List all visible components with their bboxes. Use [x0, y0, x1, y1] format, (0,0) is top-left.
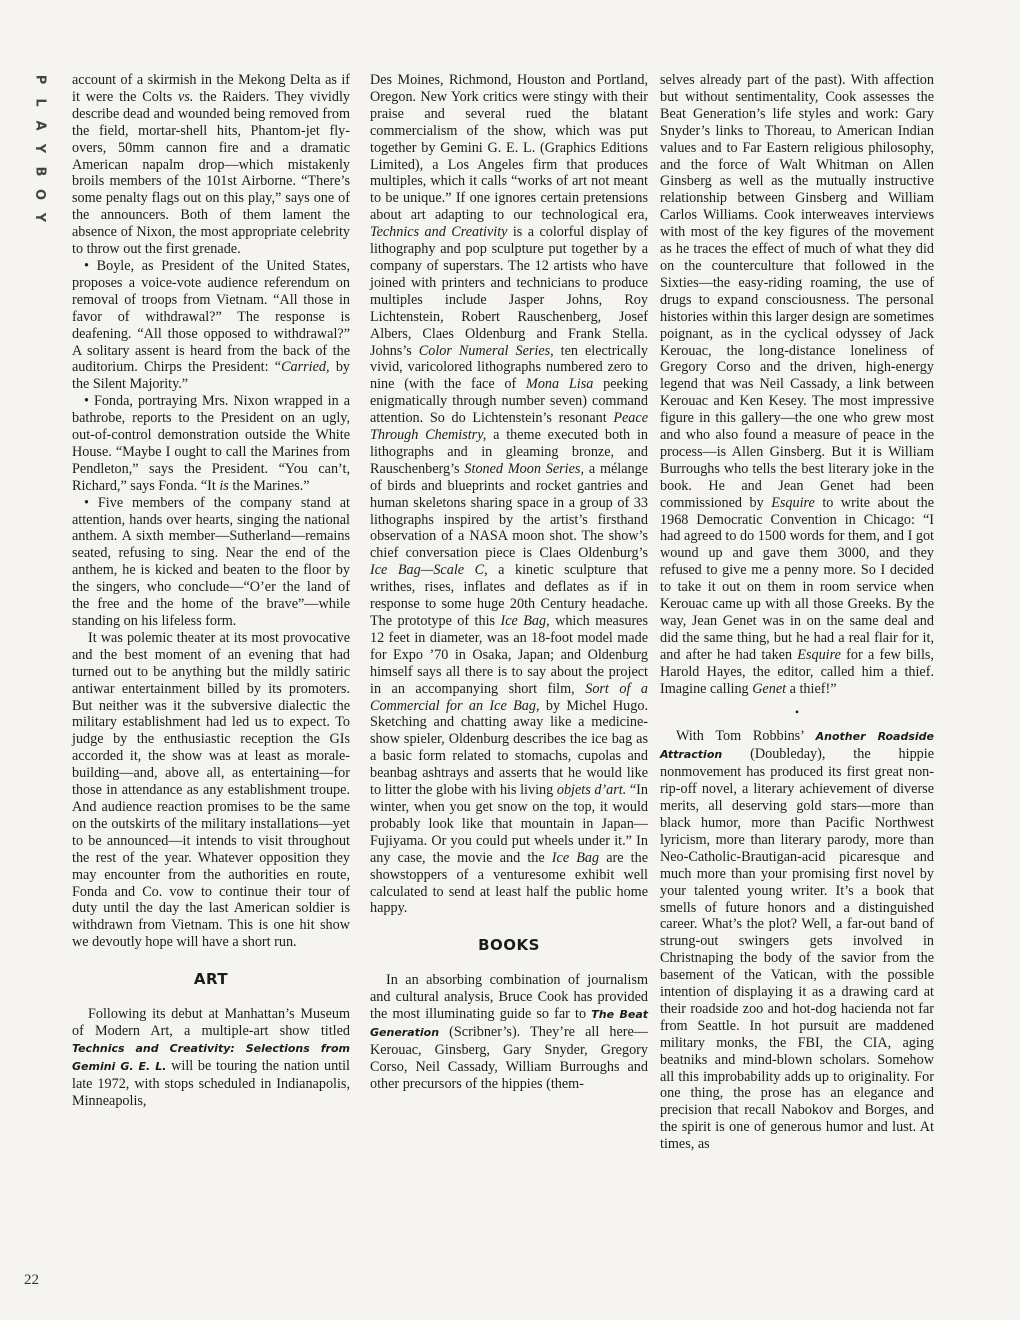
book-title: Another Roadside Attraction: [660, 730, 934, 762]
paragraph: account of a skirmish in the Mekong Delta as if it were the Colts vs. the Raiders. They vividly describe dead and wounded being removed from the field, mortar-shell hits, Phantom-jet fly-overs, 50mm cannon fire and a dramatic American napalm drop—which mistakenly broils members of the 101st Airborne. “There’s some penalty flags out on this play,” says one of the announcers. Both of them lament the absence of Nixon, the most appropriate celebrity to throw out the first grenade.: [72, 72, 350, 258]
masthead-letter: P: [32, 74, 48, 85]
masthead-letter: O: [32, 188, 48, 201]
book-title: The Beat Generation: [370, 1008, 649, 1039]
paragraph: With Tom Robbins’ Another Roadside Attraction (Doubleday), the hippie nonmovement has produced its first great non-rip-off novel, a literary achievement of diverse merits, all deserving gold stars—more than black humor, more than Pacific Northwest lyricism, more than literary parody, more than Neo-Catholic-Brautigan-acid picaresque and much more than your promising first novel by your talented young writer. It’s a book that smells of future honors and a distinguished career. What’s the plot? Well, a far-out band of strung-out swingers gets involved in Christnaping the body of the savior from the basement of the Vatican, with the possible intention of displaying it as a drawing card at their roadside zoo and hot-dog hacienda not far from Seattle. In hot pursuit are maddened military monks, the FBI, the CIA, aging beatniks and mind-blown scholars. Somehow all this improbability adds up to originality. For one thing, the prose has an elegance and precision that recall Nabokov and Borges, and the spirit is one of generous humor and lust. At times, as: [660, 728, 934, 1153]
masthead-letter: Y: [32, 212, 48, 223]
masthead-letter: L: [32, 98, 48, 107]
section-heading-art: ART: [193, 970, 229, 989]
column-2: [370, 72, 648, 1093]
section-heading-books: BOOKS: [478, 936, 540, 955]
page-number: 22: [24, 1272, 39, 1288]
book-title: Technics and Creativity: Selections from Gemini G. E. L.: [72, 1041, 350, 1073]
paragraph: In an absorbing combination of journalism and cultural analysis, Bruce Cook has provided the most illuminating guide so far to The Beat Generation (Scribner’s). They’re all here—Kerouac, Ginsberg, Gary Snyder, Gregory Corso, Neil Cassady, William Burroughs and other precursors of the hippies (them-: [370, 972, 649, 1092]
masthead-letter: B: [32, 166, 48, 177]
masthead-letter: A: [32, 120, 48, 131]
paragraph: It was polemic theater at its most provocative and the best moment of an evening that had turned out to be anything but the mildly satiric antiwar entertainment billed by its promoters. But neither was it the subversive dialectic the military establishment had led us to expect. To judge by the enthusiastic reception the GIs accorded it, the show was at least as morale-building—and, above all, as entertaining—for those in attendance as any establishment troupe. And audience reaction promises to be the same on the outskirts of the military installations—yet to be announced—it intends to visit throughout the rest of the year. Whatever opposition they may encounter from the authorities en route, Fonda and Co. vow to continue their tour of duty until the day the last American soldier is withdrawn from Vietnam. This is one hit show we devoutly hope will have a short run.: [72, 629, 350, 951]
bullet-paragraph: • Boyle, as President of the United States, proposes a voice-vote audience referendum on removal of troops from Vietnam. “All those in favor of withdrawal?” The response is deafening. “All those opposed to withdrawal?” A solitary assent is heard from the back of the auditorium. Chirps the President: “Carried, by the Silent Majority.”: [72, 257, 351, 393]
paragraph: selves already part of the past). With affection but without sentimentality, Cook assesses the Beat Generation’s life styles and work: Gary Snyder’s links to Thoreau, to American Indian values and to Far Eastern religious philosophy, and the force of Walt Whitman on Allen Ginsberg as well as the mutually instructive relationship between Ginsberg and William Carlos Williams. Cook interweaves interviews with most of the key figures of the movement as he traces the effect of much of what they did on the counterculture that followed in the Sixties—the easy-riding roaming, the use of drugs to expand consciousness. The personal histories within this larger design are sometimes poignant, as in the cyclical odyssey of Jack Kerouac, the long-distance loneliness of Gregory Corso and the driven, high-energy legend that was Neil Cassady, a link between Kerouac and Ken Kesey. The most impressive figure in this gallery—the one who grew most and who also found a measure of peace in the process—is Allen Ginsberg. But it is William Burroughs who tells the best literary joke in the book. He and Jean Genet had been commissioned by Esquire to write about the 1968 Democratic Convention in Chicago: “I had agreed to do 1500 words for them, and I got wound up and gave them 3000, and they refused to give me a penny more. So I decided to take it out on them in room service when Kerouac came up with all those Greeks. By the way, Jean Genet was in on the same deal and did the same thing, but he had a real flair for it, and after he had taken Esquire for a few bills, Harold Hayes, the editor, called him a thief. Imagine calling Genet a thief!”: [660, 72, 934, 697]
masthead-letter: Y: [32, 143, 48, 154]
section-divider-dot: •: [794, 704, 800, 719]
paragraph: Following its debut at Manhattan’s Museum of Modern Art, a multiple-art show titled Technics and Creativity: Selections from Gemini G. E. L. will be touring the nation until late 1972, with stops scheduled in Indianapolis, Minneapolis,: [72, 1006, 350, 1109]
paragraph: Des Moines, Richmond, Houston and Portland, Oregon. New York critics were stingy with their praise and several rued the blatant commercialism of the show, which was put together by Gemini G. E. L. (Graphics Editions Limited), a Los Angeles firm that produces multiples, which it calls “works of art not meant to be unique.” If one ignores certain pretensions about art adapting to our technological era, Technics and Creativity is a colorful display of lithography and pop sculpture put together by a company of superstars. The 12 artists who have joined with printers and technicians to produce multiples include Jasper Johns, Roy Lichtenstein, Robert Rauschenberg, Josef Albers, Claes Oldenburg and Frank Stella. Johns’s Color Numeral Series, ten electrically vivid, varicolored lithographs numbered zero to nine (with the face of Mona Lisa peeking enigmatically through number seven) command attention. So do Lichtenstein’s resonant Peace Through Chemistry, a theme executed both in lithographs and in gleaming bronze, and Rauschenberg’s Stoned Moon Series, a mélange of birds and blueprints and rocket gantries and human skeletons sharing space in a group of 33 lithographs inspired by the artist’s firsthand observation of a NASA moon shot. The show’s chief conversation piece is Claes Oldenburg’s Ice Bag—Scale C, a kinetic sculpture that writhes, rises, inflates and deflates as if in response to some huge 20th Century headache. The prototype of this Ice Bag, which measures 12 feet in diameter, was an 18-foot model made for Expo ’70 in Osaka, Japan; and Oldenburg himself says all there is to say about the project in an accompanying short film, Sort of a Commercial for an Ice Bag, by Michel Hugo. Sketching and chatting away like a medicine-show spieler, Oldenburg describes the ice bag as a basic form related to stomachs, cupolas and beanbag ashtrays and asserts that he would like to litter the globe with his living objets d’art. “In winter, when you get snow on the top, it would probably look like that mountain in Japan—Fujiyama. Or you could put wheels under it.” In any case, the movie and the Ice Bag are the showstoppers of a venturesome exhibit well calculated to send at least half the public home happy.: [370, 72, 649, 917]
bullet-paragraph: • Five members of the company stand at attention, hands over hearts, singing the national anthem. A sixth member—Sutherland—remains seated, refusing to sing. Near the end of the anthem, he is kicked and beaten to the floor by the singers, who conclude—“O’er the land of the free and the home of the brave”—while standing on his lifeless form.: [72, 494, 350, 629]
column-1: [72, 72, 350, 1109]
column-3: [660, 72, 934, 1153]
playboy-masthead: [28, 68, 52, 229]
bullet-paragraph: • Fonda, portraying Mrs. Nixon wrapped in a bathrobe, reports to the President on an ugly, out-of-control demonstration outside the White House. “Maybe I ought to call the Marines from Pendleton,” says the President. “You can’t, Richard,” says Fonda. “It is the Marines.”: [72, 393, 350, 494]
